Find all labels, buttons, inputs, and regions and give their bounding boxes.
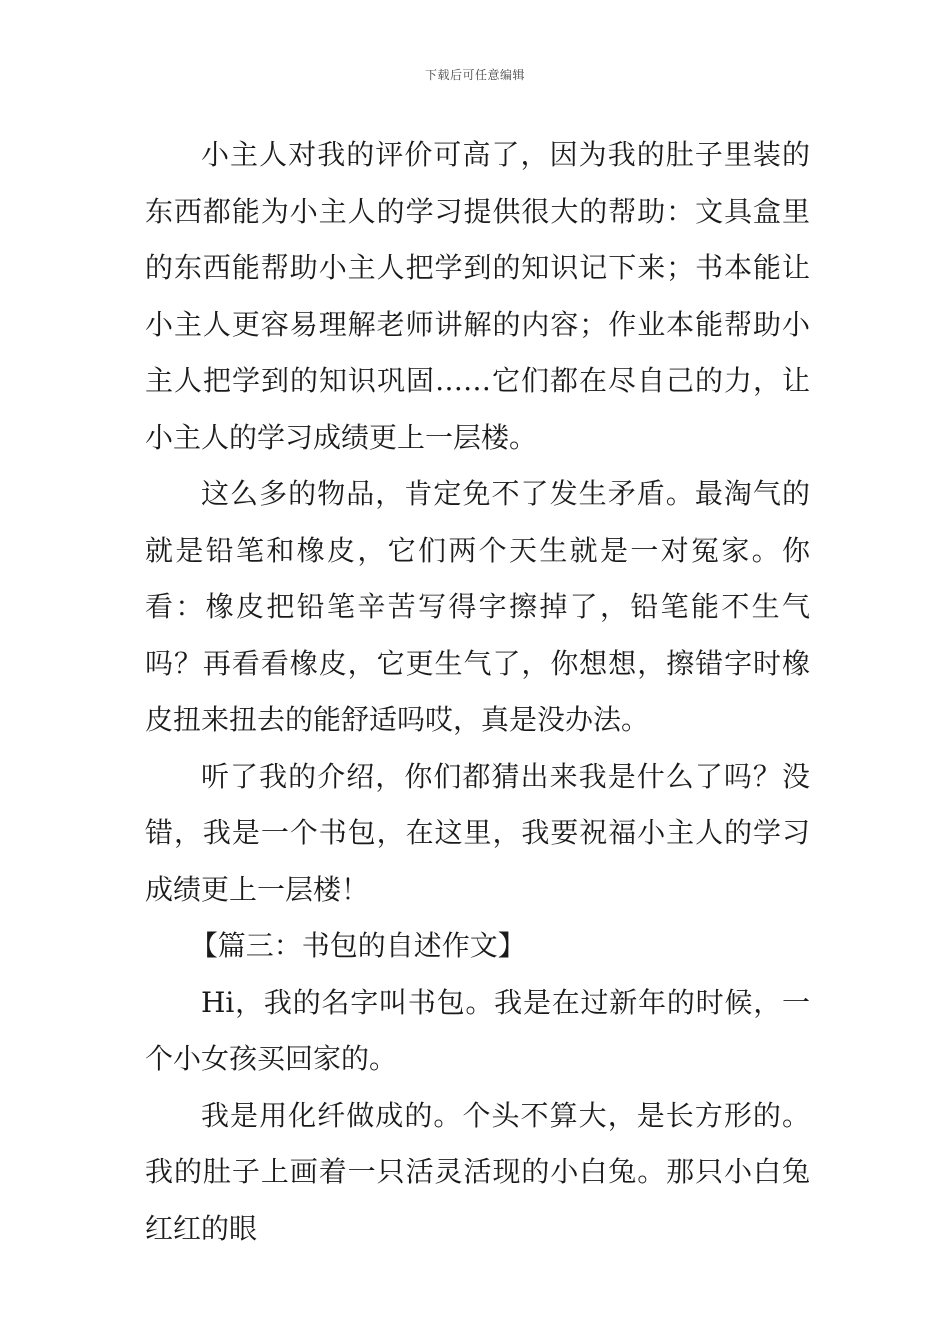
document-body [145,127,810,1257]
paragraph: Hi，我的名字叫书包。我是在过新年的时候，一个小女孩买回家的。 [145,985,810,1075]
page-header: 下载后可任意编辑 [424,68,525,82]
paragraph: 听了我的介绍，你们都猜出来我是什么了吗？没错，我是一个书包，在这里，我要祝福小主人的学习成绩更上一层楼！ [145,759,810,906]
paragraph: 这么多的物品，肯定免不了发生矛盾。最淘气的就是铅笔和橡皮，它们两个天生就是一对冤家。你看：橡皮把铅笔辛苦写得字擦掉了，铅笔能不生气吗？再看看橡皮，它更生气了，你想想，擦错字时橡皮扭来扭去的能舒适吗哎，真是没办法。 [145,477,810,736]
section-heading: 【篇三：书包的自述作文】 [189,929,526,962]
paragraph: 小主人对我的评价可高了，因为我的肚子里装的东西都能为小主人的学习提供很大的帮助：文具盒里的东西能帮助小主人把学到的知识记下来；书本能让小主人更容易理解老师讲解的内容；作业本能帮助小主人把学到的知识巩固……它们都在尽自己的力，让小主人的学习成绩更上一层楼。 [145,138,810,454]
paragraph: 我是用化纤做成的。个头不算大，是长方形的。我的肚子上画着一只活灵活现的小白兔。那只小白兔红红的眼 [145,1098,810,1245]
